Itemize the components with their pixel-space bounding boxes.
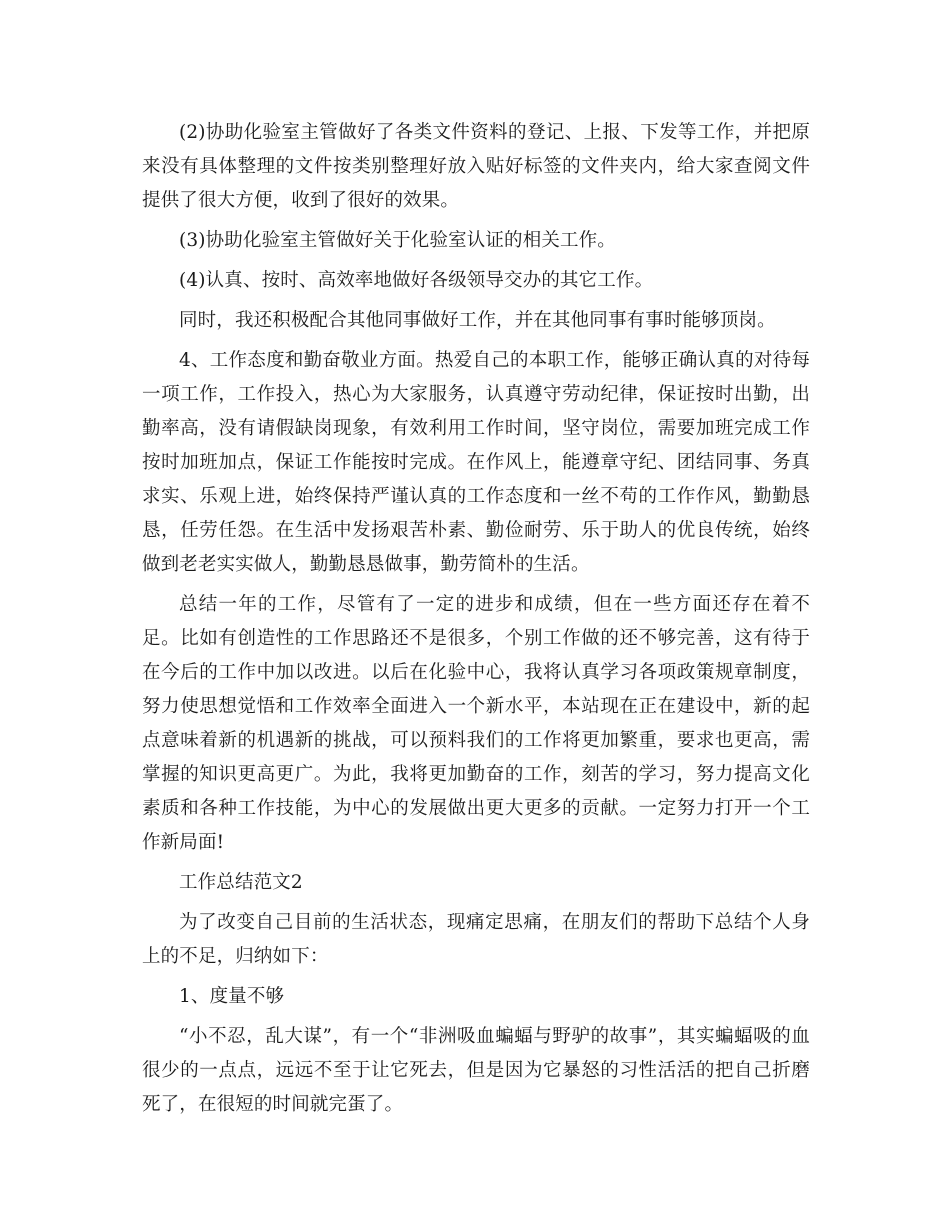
paragraph: 为了改变自己目前的生活状态，现痛定思痛，在朋友们的帮助下总结个人身上的不足，归纳如下： bbox=[142, 912, 810, 967]
paragraph: (2)协助化验室主管做好了各类文件资料的登记、上报、下发等工作，并把原来没有具体整理的文件按类别整理好放入贴好标签的文件夹内，给大家查阅文件提供了很大方便，收到了很好的效果。 bbox=[142, 122, 810, 211]
paragraph: (3)协助化验室主管做好关于化验室认证的相关工作。 bbox=[179, 230, 616, 251]
section-heading: 工作总结范文2 bbox=[179, 872, 303, 893]
document-body bbox=[142, 116, 810, 1122]
paragraph: 4、工作态度和勤奋敬业方面。热爱自己的本职工作，能够正确认真的对待每一项工作，工作投入，热心为大家服务，认真遵守劳动纪律，保证按时出勤，出勤率高，没有请假缺岗现象，有效利用工作时间，坚守岗位，需要加班完成工作按时加班加点，保证工作能按时完成。在作风上，能遵章守纪、团结同事、务真求实、乐观上进，始终保持严谨认真的工作态度和一丝不苟的工作作风，勤勤恳恳，任劳任怨。在生活中发扬艰苦朴素、勤俭耐劳、乐于助人的优良传统，始终做到老老实实做人，勤勤恳恳做事，勤劳简朴的生活。 bbox=[142, 350, 810, 575]
paragraph: (4)认真、按时、高效率地做好各级领导交办的其它工作。 bbox=[179, 270, 654, 291]
paragraph: 同时，我还积极配合其他同事做好工作，并在其他同事有事时能够顶岗。 bbox=[179, 310, 776, 331]
paragraph: 总结一年的工作，尽管有了一定的进步和成绩，但在一些方面还存在着不足。比如有创造性的工作思路还不是很多，个别工作做的还不够完善，这有待于在今后的工作中加以改进。以后在化验中心，我将认真学习各项政策规章制度，努力使思想觉悟和工作效率全面进入一个新水平，本站现在正在建设中，新的起点意味着新的机遇新的挑战，可以预料我们的工作将更加繁重，要求也更高，需掌握的知识更高更广。为此，我将更加勤奋的工作，刻苦的学习，努力提高文化素质和各种工作技能，为中心的发展做出更大更多的贡献。一定努力打开一个工作新局面! bbox=[142, 594, 810, 853]
paragraph: 1、度量不够 bbox=[179, 986, 285, 1007]
paragraph: “小不忍，乱大谋”，有一个“非洲吸血蝙蝠与野驴的故事”，其实蝙蝠吸的血很少的一点点，远远不至于让它死去，但是因为它暴怒的习性活活的把自己折磨死了，在很短的时间就完蛋了。 bbox=[142, 1026, 810, 1115]
